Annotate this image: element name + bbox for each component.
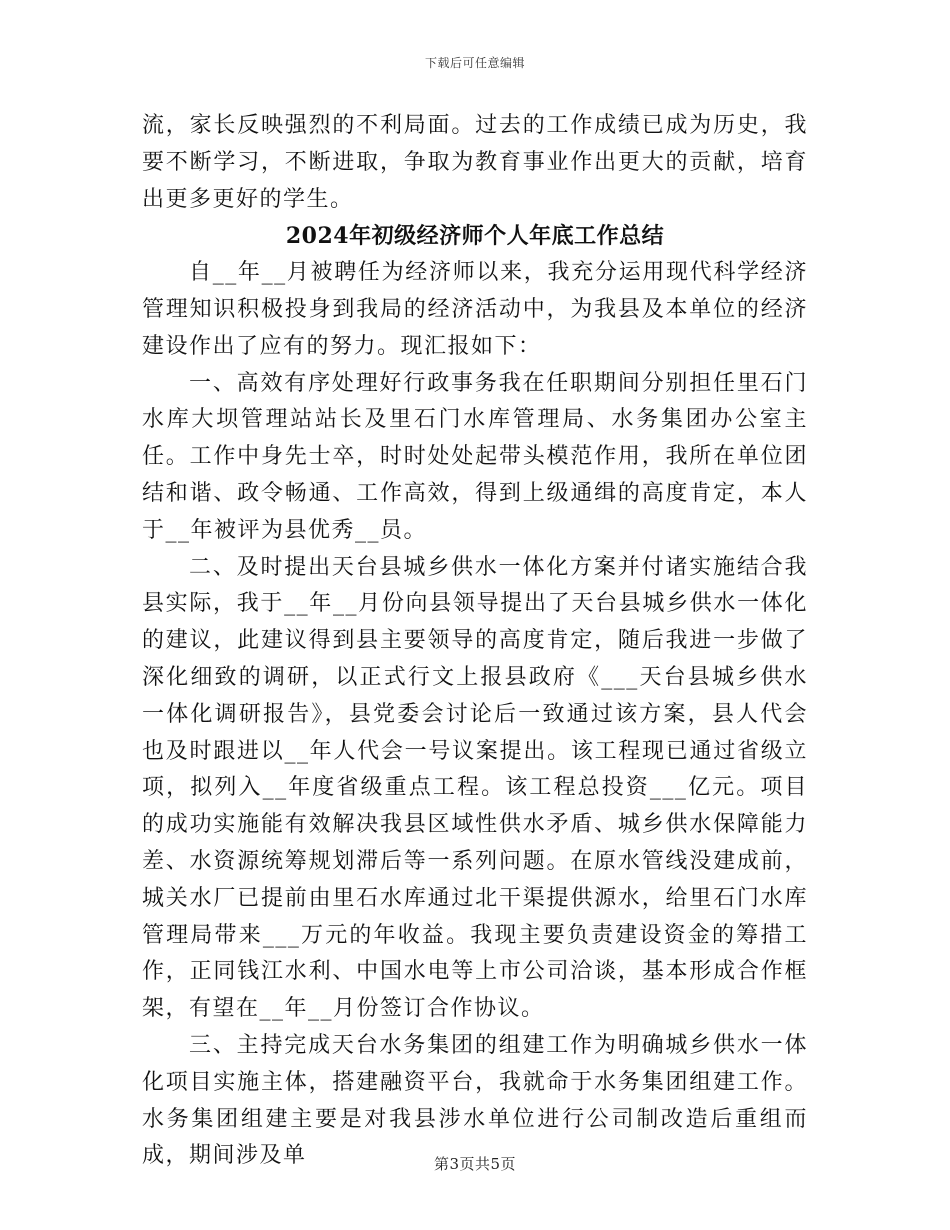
body-paragraph-1: 一、高效有序处理好行政事务我在任职期间分别担任里石门水库大坝管理站站长及里石门水库管理局、水务集团办公室主任。工作中身先士卒，时时处处起带头模范作用，我所在单位团结和谐、政令畅通、工作高效，得到上级通缉的高度肯定，本人于__年被评为县优秀__员。 (142, 370, 808, 543)
page-number: 第3页共5页 (433, 1155, 517, 1173)
body-paragraph-3: 三、主持完成天台水务集团的组建工作为明确城乡供水一体化项目实施主体，搭建融资平台，我就命于水务集团组建工作。水务集团组建主要是对我县涉水单位进行公司制改造后重组而成，期间涉及单 (142, 1032, 808, 1169)
document-title: 2024年初级经济师个人年底工作总结 (285, 223, 665, 250)
continuation-paragraph: 流，家长反映强烈的不利局面。过去的工作成绩已成为历史，我要不断学习，不断进取，争取为教育事业作出更大的贡献，培育出更多更好的学生。 (142, 113, 808, 212)
body-paragraph-intro: 自__年__月被聘任为经济师以来，我充分运用现代科学经济管理知识积极投身到我局的经济活动中，为我县及本单位的经济建设作出了应有的努力。现汇报如下： (142, 260, 808, 359)
body-paragraph-2: 二、及时提出天台县城乡供水一体化方案并付诸实施结合我县实际，我于__年__月份向县领导提出了天台县城乡供水一体化的建议，此建议得到县主要领导的高度肯定，随后我进一步做了深化细致的调研，以正式行文上报县政府《___天台县城乡供水一体化调研报告》，县党委会讨论后一致通过该方案，县人代会也及时跟进以__年人代会一号议案提出。该工程现已通过省级立项，拟列入__年度省级重点工程。该工程总投资___亿元。项目的成功实施能有效解决我县区域性供水矛盾、城乡供水保障能力差、水资源统筹规划滞后等一系列问题。在原水管线没建成前，城关水厂已提前由里石水库通过北干渠提供源水，给里石门水库管理局带来___万元的年收益。我现主要负责建设资金的筹措工作，正同钱江水利、中国水电等上市公司洽谈，基本形成合作框架，有望在__年__月份签订合作协议。 (142, 554, 808, 1022)
document-body (142, 108, 808, 1175)
header-note: 下载后可任意编辑 (424, 56, 525, 70)
